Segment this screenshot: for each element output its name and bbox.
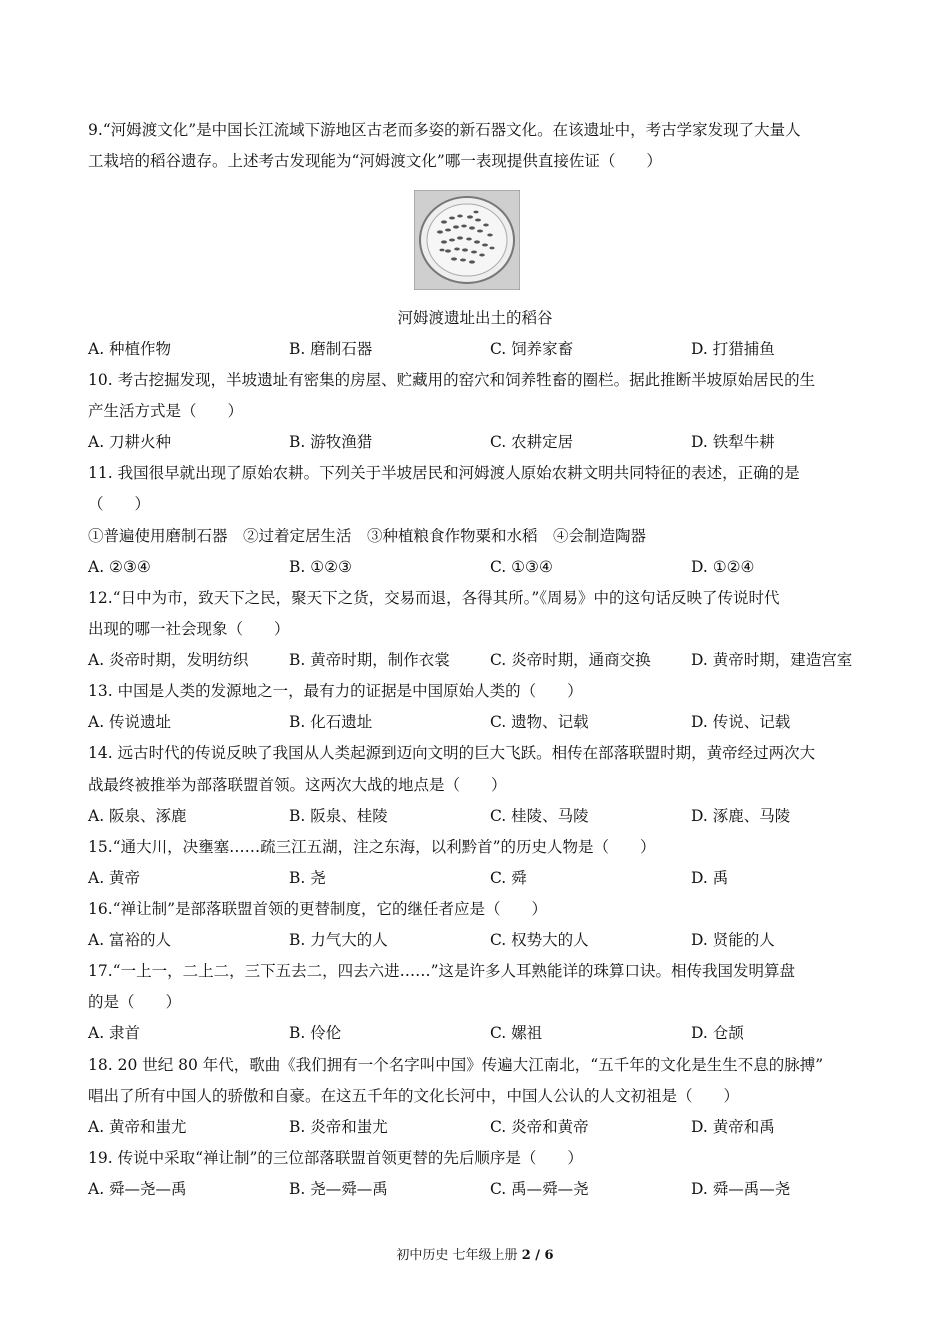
- q14-option-c[interactable]: C. 桂陵、马陵: [490, 807, 589, 825]
- q19-option-d[interactable]: D. 舜—禹—尧: [691, 1180, 791, 1198]
- q14-stem-line2: 战最终被推举为部落联盟首领。这两次大战的地点是（ ）: [88, 776, 507, 794]
- q13-options: [88, 712, 868, 732]
- q11-options: [88, 557, 868, 577]
- q12-stem-line2: 出现的哪一社会现象（ ）: [88, 620, 290, 638]
- q13-stem-line1: 13. 中国是人类的发源地之一，最有力的证据是中国原始人类的（ ）: [88, 682, 583, 700]
- q16-options: [88, 930, 868, 950]
- q16-option-b[interactable]: B. 力气大的人: [289, 931, 388, 949]
- q13-option-d[interactable]: D. 传说、记载: [691, 713, 791, 731]
- q9-option-c[interactable]: C. 饲养家畜: [490, 340, 574, 358]
- footer-label: 初中历史 七年级上册: [396, 1248, 522, 1263]
- q14-stem-line1: 14. 远古时代的传说反映了我国从人类起源到迈向文明的巨大飞跃。相传在部落联盟时期，黄帝经过两次大: [88, 744, 816, 762]
- q18-option-a[interactable]: A. 黄帝和蚩尤: [88, 1118, 187, 1136]
- q19-stem-line1: 19. 传说中采取“禅让制”的三位部落联盟首领更替的先后顺序是（ ）: [88, 1149, 583, 1167]
- q16-stem-line1: 16.“禅让制”是部落联盟首领的更替制度，它的继任者应是（ ）: [88, 900, 548, 918]
- q13-option-b[interactable]: B. 化石遗址: [289, 713, 373, 731]
- q12-option-b[interactable]: B. 黄帝时期，制作衣裳: [289, 651, 450, 669]
- q9-option-d[interactable]: D. 打猎捕鱼: [691, 340, 775, 358]
- q10-option-b[interactable]: B. 游牧渔猎: [289, 433, 373, 451]
- q9-stem-line2: 工栽培的稻谷遗存。上述考古发现能为“河姆渡文化”哪一表现提供直接佐证（ ）: [88, 152, 662, 170]
- q18-option-d[interactable]: D. 黄帝和禹: [691, 1118, 775, 1136]
- q19-options: [88, 1179, 868, 1199]
- q18-stem-line1: 18. 20 世纪 80 年代，歌曲《我们拥有一个名字叫中国》传遍大江南北，“五千年的文化是生生不息的脉搏”: [88, 1056, 824, 1074]
- q17-options: [88, 1023, 868, 1043]
- q9-option-a[interactable]: A. 种植作物: [88, 340, 172, 358]
- q11-statements: ①普遍使用磨制石器 ②过着定居生活 ③种植粮食作物粟和水稻 ④会制造陶器: [88, 527, 647, 545]
- q14-option-a[interactable]: A. 阪泉、涿鹿: [88, 807, 187, 825]
- q18-options: [88, 1117, 868, 1137]
- q13-option-a[interactable]: A. 传说遗址: [88, 713, 172, 731]
- rice-grain-photo: [414, 190, 520, 290]
- q11-option-a[interactable]: A. ②③④: [88, 558, 151, 576]
- q9-options: [88, 339, 868, 359]
- q9-figure-caption: 河姆渡遗址出土的稻谷: [397, 309, 553, 327]
- q12-option-c[interactable]: C. 炎帝时期，通商交换: [490, 651, 651, 669]
- q16-option-a[interactable]: A. 富裕的人: [88, 931, 172, 949]
- q11-stem-line2: （ ）: [88, 495, 151, 513]
- q12-option-d[interactable]: D. 黄帝时期，建造宫室: [691, 651, 853, 669]
- q15-option-c[interactable]: C. 舜: [490, 869, 527, 887]
- q17-stem-line1: 17.“一上一，二上二，三下五去二，四去六进……”这是许多人耳熟能详的珠算口诀。相传我国发明算盘: [88, 962, 796, 980]
- q17-option-b[interactable]: B. 伶伦: [289, 1024, 342, 1042]
- q13-option-c[interactable]: C. 遗物、记载: [490, 713, 589, 731]
- q17-option-d[interactable]: D. 仓颉: [691, 1024, 744, 1042]
- q16-option-c[interactable]: C. 权势大的人: [490, 931, 589, 949]
- q14-options: [88, 806, 868, 826]
- q10-option-a[interactable]: A. 刀耕火种: [88, 433, 172, 451]
- q11-option-c[interactable]: C. ①③④: [490, 558, 553, 576]
- q19-option-a[interactable]: A. 舜—尧—禹: [88, 1180, 187, 1198]
- q19-option-c[interactable]: C. 禹—舜—尧: [490, 1180, 589, 1198]
- q14-option-d[interactable]: D. 涿鹿、马陵: [691, 807, 791, 825]
- q11-option-d[interactable]: D. ①②④: [691, 558, 755, 576]
- q9-stem-line1: 9.“河姆渡文化”是中国长江流域下游地区古老而多姿的新石器文化。在该遗址中，考古学家发现了大量人: [88, 121, 801, 139]
- q19-option-b[interactable]: B. 尧—舜—禹: [289, 1180, 388, 1198]
- q12-stem-line1: 12.“日中为市，致天下之民，聚天下之货，交易而退，各得其所。”《周易》中的这句话反映了传说时代: [88, 589, 780, 607]
- q10-option-c[interactable]: C. 农耕定居: [490, 433, 574, 451]
- q17-option-a[interactable]: A. 隶首: [88, 1024, 141, 1042]
- q15-option-a[interactable]: A. 黄帝: [88, 869, 141, 887]
- q15-option-d[interactable]: D. 禹: [691, 869, 729, 887]
- q9-option-b[interactable]: B. 磨制石器: [289, 340, 373, 358]
- rice-grain-photo-image: [414, 190, 520, 290]
- q10-stem-line1: 10. 考古挖掘发现，半坡遗址有密集的房屋、贮藏用的窑穴和饲养牲畜的圈栏。据此推断半坡原始居民的生: [88, 371, 816, 389]
- q15-option-b[interactable]: B. 尧: [289, 869, 326, 887]
- q15-stem-line1: 15.“通大川，决壅塞……疏三江五湖，注之东海，以利黔首”的历史人物是（ ）: [88, 838, 656, 856]
- q15-options: [88, 868, 868, 888]
- q11-option-b[interactable]: B. ①②③: [289, 558, 352, 576]
- q10-options: [88, 432, 868, 452]
- q10-stem-line2: 产生活方式是（ ）: [88, 402, 244, 420]
- q18-option-c[interactable]: C. 炎帝和黄帝: [490, 1118, 589, 1136]
- q18-option-b[interactable]: B. 炎帝和蚩尤: [289, 1118, 388, 1136]
- q18-stem-line2: 唱出了所有中国人的骄傲和自豪。在这五千年的文化长河中，中国人公认的人文初祖是（ ）: [88, 1087, 740, 1105]
- q12-options: [88, 650, 868, 670]
- q11-stem-line1: 11. 我国很早就出现了原始农耕。下列关于半坡居民和河姆渡人原始农耕文明共同特征的表述，正确的是: [88, 464, 800, 482]
- q12-option-a[interactable]: A. 炎帝时期，发明纺织: [88, 651, 249, 669]
- q17-stem-line2: 的是（ ）: [88, 993, 182, 1011]
- q10-option-d[interactable]: D. 铁犁牛耕: [691, 433, 775, 451]
- q16-option-d[interactable]: D. 贤能的人: [691, 931, 775, 949]
- page-footer: [0, 1247, 950, 1265]
- q17-option-c[interactable]: C. 嫘祖: [490, 1024, 543, 1042]
- q14-option-b[interactable]: B. 阪泉、桂陵: [289, 807, 388, 825]
- page-number: 2 / 6: [521, 1248, 554, 1263]
